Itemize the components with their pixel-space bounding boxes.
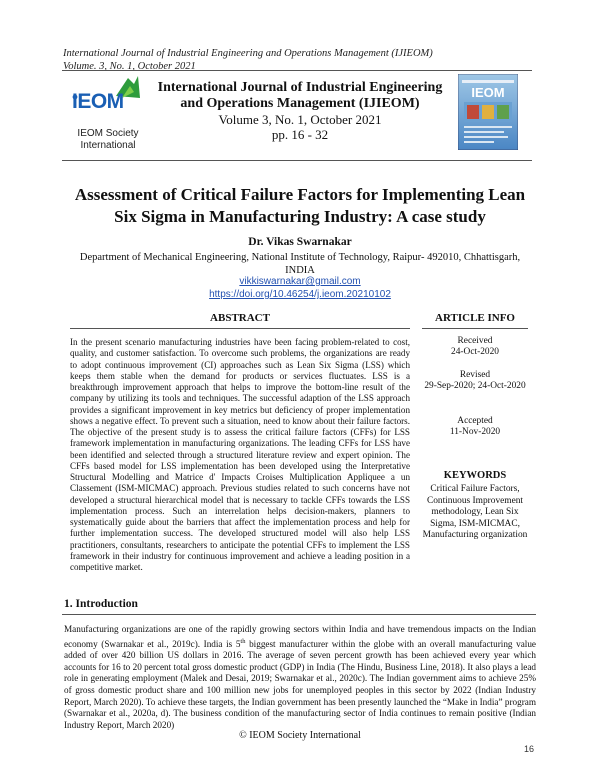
- accepted-label: Accepted: [457, 416, 493, 426]
- society-line2: International: [80, 140, 136, 151]
- paper-title-line2: Six Sigma in Manufacturing Industry: A case study: [114, 207, 486, 226]
- page-number: 16: [523, 744, 534, 754]
- article-info-heading: ARTICLE INFO: [435, 312, 515, 324]
- abstract-text: In the present scenario manufacturing industries have been facing problem-related to cost, quality, and customer satisfaction. To overcome such problems, the organizations are ready to adopt continuous improvement (CI) approaches such as Lean Six Sigma (LSS) which keeps them stable when the demand for products or services fluctuates. LSS is a breakthrough improvement approach that helps to improve the bottom-line result of the company by utilizing its tools and techniques. The successful adaption of the LSS approach provides a significant improvement in key metrics but deficiency of proper implementation shows a negative effect. To prevent such a situation, need to know about their failure factors. The objective of the present study is to assess the critical failure factors (CFFs) for LSS framework implementation in manufacturing organizations. The leading CFFs for LSS have been identified and selected through a structured literature review and expert opinion. The CFFs based model for LSS implementation has been developed using the Interpretative Structural Modelling and Matrice d' Impacts Croises Multiplication Appliquee a un Classement (ISM-MICMAC) approach. Previous studies related to such concerns have not developed a structural hierarchical model that is necessary to tackle CFFs towards the LSS implementation process. Such an interrelation helps decision-makers, planners to systematically guide about the barriers that affect the implementation process and help for further implementation success. The developed structured model will also help LSS practitioners, consultants, researchers to anticipate the potential CFFs to implement the LSS framework in their industry for continuous improvement and achieve a leading position in a competitive market.: [70, 337, 410, 572]
- footer-copyright: © IEOM Society International: [239, 730, 361, 741]
- abstract-rule: [70, 328, 410, 329]
- journal-header: [150, 80, 450, 142]
- header-bottom-rule: [62, 160, 532, 161]
- paper-title-line1: Assessment of Critical Failure Factors for Implementing Lean: [74, 185, 526, 204]
- keywords-text: Critical Failure Factors, Continuous Improvement methodology, Lean Six Sigma, ISM-MICMAC, Manufacturing organization: [422, 484, 528, 540]
- journal-pages: pp. 16 - 32: [271, 127, 329, 142]
- article-info-rule: [422, 328, 528, 329]
- revised-date: 29-Sep-2020; 24-Oct-2020: [424, 381, 526, 391]
- introduction-text: [64, 624, 536, 731]
- section-heading-introduction: 1. Introduction: [64, 598, 138, 610]
- revised-label: Revised: [459, 370, 491, 380]
- running-head-journal: International Journal of Industrial Engineering and Operations Management (IJIEOM): [63, 48, 433, 59]
- received-date: 24-Oct-2020: [451, 347, 499, 357]
- journal-title-line1: International Journal of Industrial Engineering: [157, 80, 443, 95]
- header-top-rule: [62, 70, 532, 71]
- keywords-heading: KEYWORDS: [443, 470, 507, 481]
- paper-title: [60, 184, 540, 228]
- accepted-date: 11-Nov-2020: [449, 427, 501, 437]
- journal-volume: Volume 3, No. 1, October 2021: [218, 112, 382, 127]
- journal-title-line2: and Operations Management (IJIEOM): [180, 96, 420, 111]
- author-name: Dr. Vikas Swarnakar: [248, 236, 352, 248]
- author-affiliation: Department of Mechanical Engineering, National Institute of Technology, Raipur- 492010, Chhattisgarh, INDIA: [79, 252, 521, 276]
- journal-cover-text: IEOM: [471, 85, 505, 100]
- ieom-logo: [72, 74, 142, 124]
- section-rule: [62, 614, 536, 615]
- ieom-logo-text: IEOM: [72, 90, 124, 113]
- received-label: Received: [457, 336, 493, 346]
- intro-text-part1: Manufacturing organizations are one of the rapidly growing sectors within India and have tremendous impacts on the Indian economy (Swarnakar et al., 2019c). India is 5: [64, 624, 536, 649]
- society-line1: IEOM Society: [77, 128, 139, 139]
- abstract-heading: ABSTRACT: [210, 312, 270, 324]
- intro-text-part2: biggest manufacturer within the globe with an overall manufacturing value added of over 420 billion US dollars in 2016. The average of seven percent growth has been achieved every year which accounts for 16 to 20 percent total gross domestic product (GDP) in India (The Hindu, Business Line, 2018). It also plays a lead role in generating employment (Malek and Desai, 2019; Swarnakar et al., 2020c). The Indian government aims to achieve 25% of gross domestic product share and 100 million new jobs for unemployed peoples in this sector by 2022 (Indian Industry Report, March 2020). To achieve these targets, the Indian government has been presently launched the “Make in India” program (Swarnakar et al., 2020a, d). The business condition of the manufacturing sector of India continues to remain positive (Indian Industry Report, March 2020): [64, 638, 536, 730]
- intro-superscript: th: [240, 637, 246, 645]
- author-email-link[interactable]: vikkiswarnakar@gmail.com: [239, 276, 361, 287]
- doi-link[interactable]: https://doi.org/10.46254/j.ieom.20210102: [209, 289, 391, 300]
- society-name: [68, 128, 148, 152]
- journal-cover-image: [458, 74, 518, 150]
- running-head-volume: Volume. 3, No. 1, October 2021: [63, 61, 196, 72]
